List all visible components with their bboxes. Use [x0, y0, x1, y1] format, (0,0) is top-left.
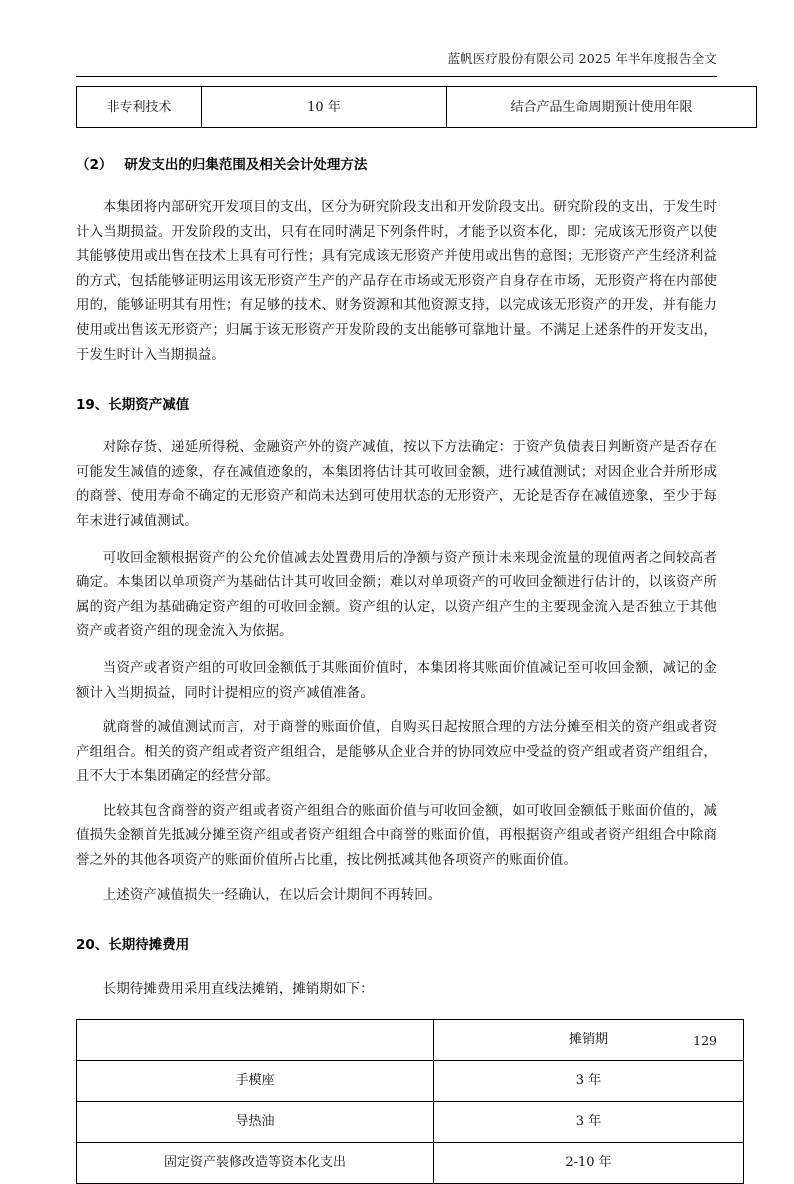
table-row — [77, 1060, 744, 1101]
intangible-asset-name: 非专利技术 — [77, 87, 202, 128]
intangible-asset-basis: 结合产品生命周期预计使用年限 — [447, 87, 757, 128]
section-20-intro: 长期待摊费用采用直线法摊销，摊销期如下： — [102, 982, 374, 998]
section-19-paragraph-3: 当资产或者资产组的可收回金额低于其账面价值时，本集团将其账面价值减记至可收回金额，减记的金额计入当期损益，同时计提相应的资产减值准备。 — [76, 660, 717, 701]
report-header-title: 蓝帆医疗股份有限公司 2025 年半年度报告全文 — [447, 51, 717, 66]
intangible-asset-table — [76, 86, 757, 128]
section-19-paragraph-5: 比较其包含商誉的资产组或者资产组组合的账面价值与可收回金额，如可收回金额低于账面价值的，减值损失金额首先抵减分摊至资产组或者资产组组合中商誉的账面价值，再根据资产组或者资产组组合中除商誉之外的其他各项资产的账面价值所占比重，按比例抵减其他各项资产的账面价值。 — [76, 803, 717, 869]
deferred-expense-item: 固定资产装修改造等资本化支出 — [77, 1142, 434, 1183]
page-footer — [76, 1030, 717, 1049]
spacer — [76, 908, 717, 934]
spacer — [76, 368, 717, 394]
subsection-2-paragraph-1: 本集团将内部研究开发项目的支出，区分为研究阶段支出和开发阶段支出。研究阶段的支出，于发生时计入当期损益。开发阶段的支出，只有在同时满足下列条件时，才能予以资本化，即：完成该无形资产以使其能够使用或出售在技术上具有可行性；具有完成该无形资产并使用或出售的意图；无形资产产生经济利益的方式，包括能够证明运用该无形资产生产的产品存在市场或无形资产自身存在市场，无形资产将在内部使用的，能够证明其有用性；有足够的技术、财务资源和其他资源支持，以完成该无形资产的开发，并有能力使用或出售该无形资产；归属于该无形资产开发阶段的支出能够可靠地计量。不满足上述条件的开发支出，于发生时计入当期损益。 — [76, 200, 717, 363]
section-19-paragraph-6: 上述资产减值损失一经确认，在以后会计期间不再转回。 — [102, 887, 442, 903]
intangible-asset-period: 10 年 — [202, 87, 447, 128]
subsection-2-title: 研发支出的归集范围及相关会计处理方法 — [124, 157, 368, 173]
spacer — [76, 416, 717, 436]
deferred-expense-period: 2-10 年 — [434, 1142, 744, 1183]
section-19-paragraph-2: 可收回金额根据资产的公允价值减去处置费用后的净额与资产预计未来现金流量的现值两者之间较高者确定。本集团以单项资产为基础估计其可收回金额；难以对单项资产的可收回金额进行估计的，以该资产所属的资产组为基础确定资产组的可收回金额。资产组的认定，以资产组产生的主要现金流入是否独立于其他资产或者资产组的现金流入为依据。 — [76, 550, 717, 640]
section-20-title: 20、长期待摊费用 — [76, 937, 190, 954]
page-header — [76, 50, 717, 78]
page-number: 129 — [693, 1033, 717, 1048]
spacer — [76, 535, 717, 547]
section-19-title: 19、长期资产减值 — [76, 397, 190, 414]
table-row — [77, 1142, 744, 1183]
table-row — [77, 87, 757, 128]
deferred-expense-item: 导热油 — [77, 1101, 434, 1142]
section-20-heading — [76, 934, 717, 956]
spacer — [76, 956, 717, 978]
table-row — [77, 1101, 744, 1142]
spacer — [76, 645, 717, 657]
page-content — [76, 86, 717, 1184]
section-19-paragraph-1: 对除存货、递延所得税、金融资产外的资产减值，按以下方法确定：于资产负债表日判断资产是否存在可能发生减值的迹象，存在减值迹象的，本集团将估计其可收回金额，进行减值测试；对因企业合并所形成的商誉、使用寿命不确定的无形资产和尚未达到可使用状态的无形资产，无论是否存在减值迹象，至少于每年末进行减值测试。 — [76, 440, 717, 529]
section-19-heading — [76, 394, 717, 416]
section-19-paragraph-4: 就商誉的减值测试而言，对于商誉的账面价值，自购买日起按照合理的方法分摊至相关的资产组或者资产组组合。相关的资产组或者资产组组合，是能够从企业合并的协同效应中受益的资产组或者资产组组合，且不大于本集团确定的经营分部。 — [76, 720, 717, 785]
spacer — [76, 874, 717, 884]
spacer — [76, 1003, 717, 1019]
deferred-expense-period: 3 年 — [434, 1101, 744, 1142]
spacer — [76, 176, 717, 196]
deferred-expense-period: 3 年 — [434, 1060, 744, 1101]
deferred-expense-header-period: 摊销期 — [434, 1019, 744, 1060]
spacer — [76, 790, 717, 800]
spacer — [76, 128, 717, 154]
spacer — [76, 706, 717, 716]
subsection-2-number: （2） — [76, 157, 113, 173]
header-divider — [76, 76, 717, 77]
deferred-expense-item: 手模座 — [77, 1060, 434, 1101]
subsection-2-heading — [76, 154, 717, 176]
